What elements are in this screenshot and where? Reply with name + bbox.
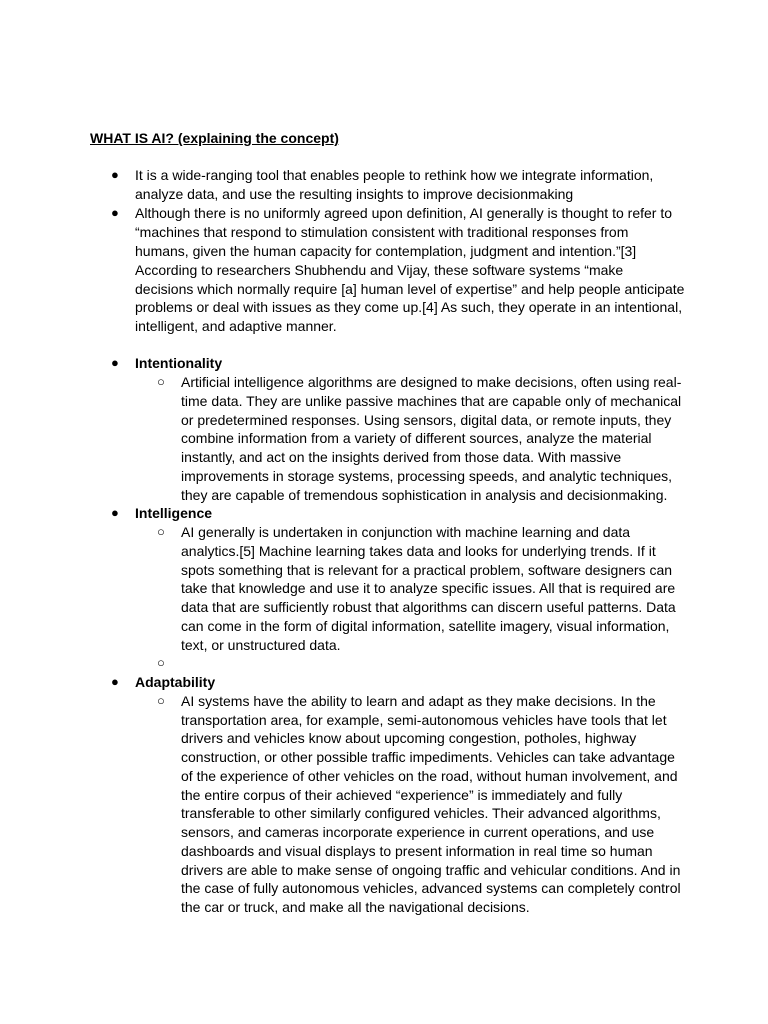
sub-bullet-icon: ○ xyxy=(157,693,165,708)
intelligence-line-4: take that knowledge and use it to analyze specific issues. All that is required are xyxy=(181,580,676,596)
intro-2-line-3: humans, given the human capacity for contemplation, judgment and intention.”[3] xyxy=(135,243,637,259)
intro-2-line-7: intelligent, and adaptive manner. xyxy=(135,318,337,334)
intentionality-line-6: improvements in storage systems, processing speeds, and analytic techniques, xyxy=(181,468,673,484)
intro-2-line-6: problems or deal with issues as they come up.[4] As such, they operate in an intentional, xyxy=(135,299,683,315)
section-title-intelligence: Intelligence xyxy=(135,505,213,521)
intelligence-line-1: AI generally is undertaken in conjunction with machine learning and data xyxy=(181,524,631,540)
adaptability-line-5: of the experience of other vehicles on the road, without human involvement, and xyxy=(181,768,678,784)
document-heading: WHAT IS AI? (explaining the concept) xyxy=(90,130,339,146)
intentionality-line-4: combine information from a variety of different sources, analyze the material xyxy=(181,430,652,446)
adaptability-line-3: drivers and vehicles know about upcoming congestion, potholes, highway xyxy=(181,730,637,746)
intro-2-line-5: decisions which normally require [a] human level of expertise” and help people anticipate xyxy=(135,281,685,297)
adaptability-line-1: AI systems have the ability to learn and adapt as they make decisions. In the xyxy=(181,693,656,709)
adaptability-line-10: drivers are able to make sense of ongoing traffic and vehicular conditions. And in xyxy=(181,862,681,878)
bullet-icon: ● xyxy=(111,167,119,182)
sub-bullet-icon: ○ xyxy=(157,655,165,670)
intelligence-line-5: data that are sufficiently robust that algorithms can discern useful patterns. Data xyxy=(181,599,676,615)
intelligence-line-2: analytics.[5] Machine learning takes data and looks for underlying trends. If it xyxy=(181,543,656,559)
adaptability-line-9: dashboards and visual displays to present information in real time so human xyxy=(181,843,653,859)
intro-1-line-1: It is a wide-ranging tool that enables people to rethink how we integrate information, xyxy=(135,167,654,183)
adaptability-line-6: the entire corpus of their achieved “experience” is immediately and fully xyxy=(181,787,623,803)
intro-2-line-2: “machines that respond to stimulation consistent with traditional responses from xyxy=(135,224,629,240)
adaptability-line-7: transferable to other similarly configured vehicles. Their advanced algorithms, xyxy=(181,805,661,821)
adaptability-line-4: construction, or other possible traffic impediments. Vehicles can take advantage xyxy=(181,749,675,765)
adaptability-line-11: the case of fully autonomous vehicles, advanced systems can completely control xyxy=(181,880,681,896)
sub-bullet-icon: ○ xyxy=(157,524,165,539)
intelligence-line-3: spots something that is relevant for a practical problem, software designers can xyxy=(181,562,673,578)
bullet-icon: ● xyxy=(111,205,119,220)
intelligence-line-7: text, or unstructured data. xyxy=(181,637,341,653)
section-title-adaptability: Adaptability xyxy=(135,674,216,690)
bullet-icon: ● xyxy=(111,505,119,520)
intentionality-line-5: instantly, and act on the insights derived from those data. With massive xyxy=(181,449,622,465)
intelligence-line-6: can come in the form of digital information, satellite imagery, visual information, xyxy=(181,618,670,634)
bullet-icon: ● xyxy=(111,355,119,370)
section-title-intentionality: Intentionality xyxy=(135,355,223,371)
intentionality-line-1: Artificial intelligence algorithms are designed to make decisions, often using real- xyxy=(181,374,682,390)
intro-2-line-1: Although there is no uniformly agreed upon definition, AI generally is thought to refer to xyxy=(135,205,673,221)
bullet-icon: ● xyxy=(111,674,119,689)
intentionality-line-7: they are capable of tremendous sophistication in analysis and decisionmaking. xyxy=(181,487,668,503)
sub-bullet-icon: ○ xyxy=(157,374,165,389)
intro-1-line-2: analyze data, and use the resulting insights to improve decisionmaking xyxy=(135,186,574,202)
intro-2-line-4: According to researchers Shubhendu and Vijay, these software systems “make xyxy=(135,262,624,278)
adaptability-line-2: transportation area, for example, semi-autonomous vehicles have tools that let xyxy=(181,712,667,728)
adaptability-line-12: the car or truck, and make all the navigational decisions. xyxy=(181,899,530,915)
adaptability-line-8: sensors, and cameras incorporate experience in current operations, and use xyxy=(181,824,655,840)
intentionality-line-2: time data. They are unlike passive machines that are capable only of mechanical xyxy=(181,393,682,409)
intentionality-line-3: or predetermined responses. Using sensors, digital data, or remote inputs, they xyxy=(181,412,672,428)
